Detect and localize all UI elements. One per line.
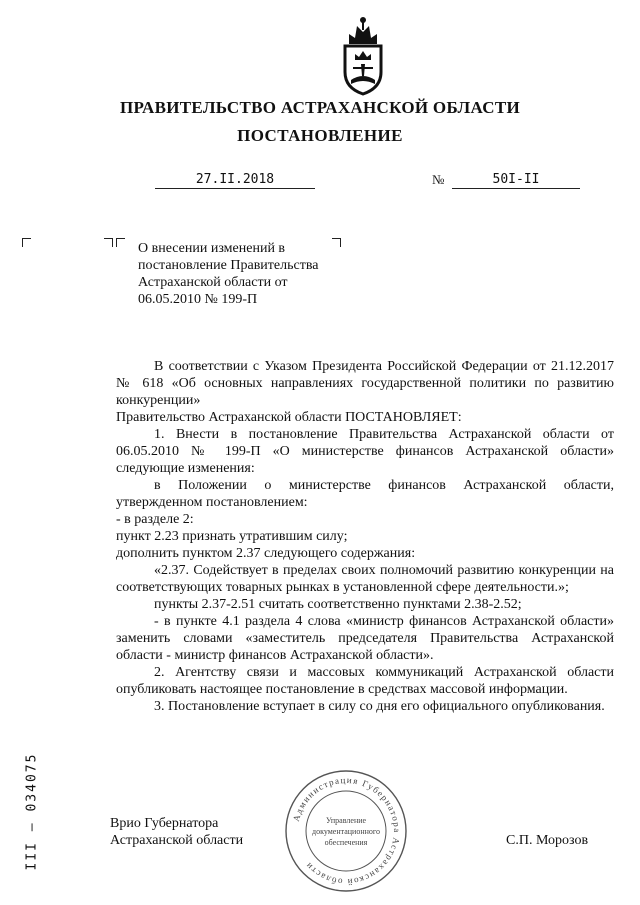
document-date: 27.II.2018 [155,172,315,189]
paragraph-item-3: 3. Постановление вступает в силу со дня его официального опубликования. [154,699,605,714]
stamp-center-line3: обеспечения [324,838,368,847]
stamp-center-line1: Управление [325,816,367,825]
coat-of-arms-emblem [335,14,391,96]
document-body [116,358,614,715]
number-sign: № [432,172,445,187]
corner-mark [22,238,31,247]
paragraph-section-2: - в разделе 2: [116,512,194,527]
paragraph-point-2-23: пункт 2.23 признать утратившим силу; [116,529,348,544]
government-title: ПРАВИТЕЛЬСТВО АСТРАХАНСКОЙ ОБЛАСТИ [120,98,520,117]
signatory-position-line1: Врио Губернатора [110,816,219,831]
paragraph-resolve: Правительство Астраханской области ПОСТАНОВЛЯЕТ: [116,410,462,425]
paragraph-quote-2-37: «2.37. Содействует в пределах своих полномочий развитию конкуренции на соответствующих товарных рынках в установленной сфере деятельности.»; [116,563,614,595]
paragraph-point-4-1: - в пункте 4.1 раздела 4 слова «министр финансов Астраханской области» заменить словами «заместитель председателя Правительства Астраханской области - министр финансов Астраханской области». [116,614,614,663]
round-stamp [283,768,409,894]
document-subject: О внесении изменений в постановление Правительства Астраханской области от 06.05.2010 № 199-П [138,241,319,307]
signatory-position-line2: Астраханской области [110,833,244,848]
paragraph-item-2: 2. Агентству связи и массовых коммуникаций Астраханской области опубликовать настоящее постановление в средствах массовой информации. [116,665,614,697]
document-type-title: ПОСТАНОВЛЕНИЕ [237,126,403,145]
corner-mark [104,238,113,247]
paragraph-regulation: в Положении о министерстве финансов Астраханской области, утвержденном постановлением: [116,478,614,510]
paragraph-item-1: 1. Внести в постановление Правительства Астраханской области от 06.05.2010 № 199-П «О министерстве финансов Астраханской области» следующие изменения: [116,427,614,476]
corner-mark [116,238,125,247]
paragraph-renumber: пункты 2.37-2.51 считать соответственно пунктами 2.38-2.52; [154,597,522,612]
margin-serial [22,738,42,878]
corner-mark [332,238,341,247]
signatory-position [110,815,243,849]
paragraph-preamble: В соответствии с Указом Президента Российской Федерации от 21.12.2017 № 618 «Об основных направлениях государственной политики по развитию конкуренции» [116,359,614,408]
document-number: 50I-II [452,172,580,189]
paragraph-add-2-37: дополнить пунктом 2.37 следующего содержания: [116,546,416,561]
stamp-ring-text: Администрация Губернатора Астраханской области [290,774,403,888]
margin-serial-text: III – 034075 [24,752,40,871]
signatory-name: С.П. Морозов [506,833,589,848]
stamp-center-line2: документационного [312,827,380,836]
